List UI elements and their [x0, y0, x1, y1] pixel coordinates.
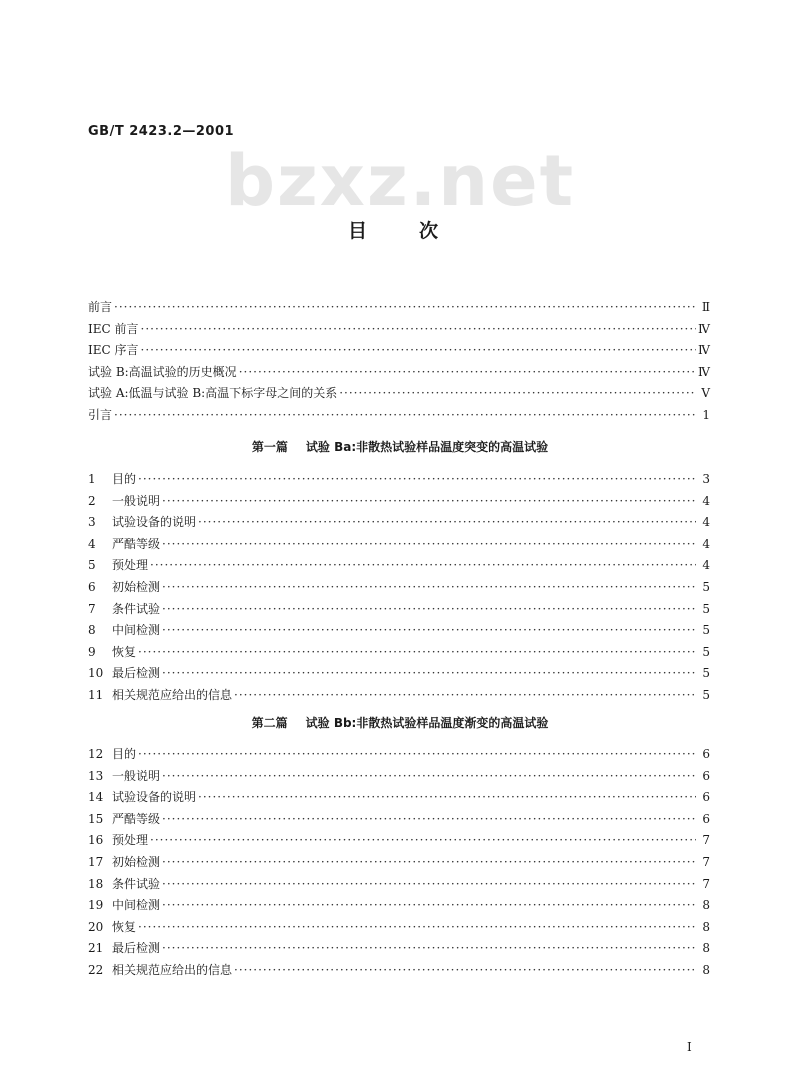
part2-label: 第二篇	[251, 716, 288, 730]
toc-entry[interactable]	[88, 643, 710, 663]
toc-entry[interactable]	[88, 810, 710, 830]
toc-entry-page: Ⅱ	[701, 300, 710, 314]
toc-entry-title: IEC 序言	[88, 343, 139, 357]
toc-entry-title: 前言	[88, 300, 113, 314]
toc-entry-number: 17	[88, 855, 104, 869]
dot-leader	[162, 898, 696, 912]
dot-leader	[150, 558, 696, 572]
toc-entry[interactable]	[88, 492, 710, 512]
toc-entry[interactable]	[88, 535, 710, 555]
toc-entry-page: 5	[702, 644, 710, 659]
toc-entry-number: 19	[88, 898, 104, 913]
toc-entry-number: 6	[88, 580, 96, 594]
toc-entry-title: 严酷等级	[112, 811, 161, 826]
dot-leader	[138, 920, 696, 934]
toc-entry[interactable]	[88, 745, 710, 765]
toc-entry-number: 5	[88, 558, 96, 573]
title-char-1: 目	[348, 220, 368, 242]
toc-entry-page: 4	[702, 536, 710, 551]
toc-entry-page: 3	[702, 472, 710, 486]
toc-entry-number: 7	[88, 601, 96, 616]
toc-entry-page: 6	[702, 811, 710, 826]
toc-entry[interactable]	[88, 384, 710, 404]
toc-entry-page: 7	[702, 876, 710, 891]
part1-title: 试验 Ba:非散热试验样品温度突变的高温试验	[305, 440, 549, 454]
toc-entry[interactable]	[88, 320, 710, 340]
dot-leader	[138, 747, 696, 761]
toc-entry-number: 22	[88, 963, 104, 977]
toc-entry[interactable]	[88, 664, 710, 684]
dot-leader	[234, 963, 696, 977]
toc-entry-title: 条件试验	[112, 876, 161, 891]
toc-entry-number: 12	[88, 747, 104, 761]
toc-entry-title: 恢复	[112, 919, 137, 934]
toc-entry-number: 14	[88, 790, 104, 805]
toc-entry-number: 16	[88, 833, 104, 848]
toc-entry-number: 8	[88, 623, 96, 638]
dot-leader	[150, 833, 696, 847]
dot-leader	[162, 602, 696, 616]
toc-entry-title: 预处理	[112, 833, 149, 848]
toc-entry-title: 目的	[112, 747, 137, 761]
toc-entry-title: 恢复	[112, 644, 137, 659]
dot-leader	[138, 645, 696, 659]
toc-entry-page: Ⅳ	[698, 343, 710, 357]
dot-leader	[162, 812, 696, 826]
dot-leader	[198, 515, 696, 529]
toc-entry-title: 最后检测	[112, 666, 161, 681]
part2-title: 试验 Bb:非散热试验样品温度渐变的高温试验	[305, 716, 549, 730]
toc-entry-number: 13	[88, 768, 104, 783]
toc-entry-page: 8	[702, 919, 710, 934]
standard-code: GB/T 2423.2—2001	[88, 124, 235, 139]
toc-entry[interactable]	[88, 788, 710, 808]
toc-entry-title: 一般说明	[112, 493, 161, 508]
toc-entry-title: IEC 前言	[88, 321, 139, 336]
toc-entry[interactable]	[88, 406, 710, 426]
toc-entry[interactable]	[88, 831, 710, 851]
toc-entry-title: 初始检测	[112, 855, 161, 869]
toc-entry-page: 6	[702, 768, 710, 783]
toc-entry[interactable]	[88, 298, 710, 318]
toc-entry-page: 5	[702, 666, 710, 681]
toc-entry-page: Ⅴ	[701, 386, 710, 400]
toc-entry[interactable]	[88, 853, 710, 873]
toc-entry[interactable]	[88, 556, 710, 576]
dot-leader	[339, 386, 696, 400]
dot-leader	[162, 877, 696, 891]
toc-entry-number: 1	[88, 472, 96, 486]
toc-entry-title: 条件试验	[112, 601, 161, 616]
toc-entry-number: 11	[88, 688, 104, 702]
dot-leader	[138, 472, 696, 486]
part1-heading	[0, 438, 800, 455]
toc-entry-number: 2	[88, 493, 96, 508]
page-number: I	[687, 1040, 692, 1054]
toc-entry-number: 18	[88, 876, 104, 891]
dot-leader	[162, 666, 696, 680]
toc-entry-page: Ⅳ	[698, 321, 710, 336]
toc-entry-page: 5	[702, 688, 710, 702]
toc-entry-title: 相关规范应给出的信息	[112, 688, 233, 702]
dot-leader	[141, 343, 697, 357]
dot-leader	[162, 494, 696, 508]
toc-entry[interactable]	[88, 363, 710, 383]
dot-leader	[141, 322, 697, 336]
toc-entry[interactable]	[88, 341, 710, 361]
toc-entry-page: 4	[702, 558, 710, 573]
dot-leader	[162, 769, 696, 783]
toc-entry-title: 中间检测	[112, 898, 161, 913]
dot-leader	[162, 941, 696, 955]
toc-entry-page: 8	[702, 898, 710, 913]
toc-entry-title: 试验 A:低温与试验 B:高温下标字母之间的关系	[88, 386, 338, 400]
toc-entry-page: 4	[702, 515, 710, 530]
toc-entry-page: 7	[702, 855, 710, 869]
toc-entry-page: 6	[702, 747, 710, 761]
toc-entry-page: Ⅳ	[698, 364, 710, 379]
dot-leader	[234, 688, 696, 702]
toc-entry[interactable]	[88, 513, 710, 533]
toc-entry-number: 20	[88, 919, 104, 934]
toc-entry[interactable]	[88, 578, 710, 598]
toc-entry-title: 一般说明	[112, 768, 161, 783]
toc-entry-page: 5	[702, 601, 710, 616]
toc-entry-number: 10	[88, 666, 104, 681]
part1-label: 第一篇	[251, 440, 288, 454]
toc-entry-page: 5	[702, 580, 710, 594]
toc-entry-title: 初始检测	[112, 580, 161, 594]
toc-entry-page: 4	[702, 493, 710, 508]
toc-entry[interactable]	[88, 621, 710, 641]
toc-entry-title: 严酷等级	[112, 536, 161, 551]
toc-entry-page: 7	[702, 833, 710, 848]
toc-entry-page: 8	[702, 941, 710, 956]
toc-entry-title: 目的	[112, 472, 137, 486]
toc-entry-page: 6	[702, 790, 710, 805]
toc-entry[interactable]	[88, 600, 710, 620]
toc-entry-title: 引言	[88, 407, 113, 422]
toc-entry-title: 相关规范应给出的信息	[112, 963, 233, 977]
dot-leader	[162, 623, 696, 637]
dot-leader	[239, 365, 696, 379]
toc-entry[interactable]	[88, 470, 710, 490]
toc-entry-title: 试验 B:高温试验的历史概况	[88, 364, 237, 379]
toc-entry-page: 8	[702, 963, 710, 977]
dot-leader	[114, 408, 696, 422]
toc-entry-title: 试验设备的说明	[112, 790, 197, 805]
toc-entry-title: 试验设备的说明	[112, 515, 197, 530]
dot-leader	[114, 300, 696, 314]
toc-entry[interactable]	[88, 767, 710, 787]
dot-leader	[162, 855, 696, 869]
toc-entry-number: 4	[88, 536, 96, 551]
toc-entry[interactable]	[88, 875, 710, 895]
dot-leader	[162, 580, 696, 594]
toc-entry-number: 15	[88, 811, 104, 826]
toc-entry[interactable]	[88, 961, 710, 981]
watermark: bzxz.net	[224, 140, 576, 222]
toc-entry[interactable]	[88, 896, 710, 916]
toc-entry-title: 中间检测	[112, 623, 161, 638]
toc-entry[interactable]	[88, 939, 710, 959]
toc-entry-number: 3	[88, 515, 96, 530]
dot-leader	[162, 537, 696, 551]
toc-entry[interactable]	[88, 918, 710, 938]
dot-leader	[198, 790, 696, 804]
part2-heading	[0, 714, 800, 731]
toc-entry-title: 预处理	[112, 558, 149, 573]
toc-entry-page: 5	[702, 623, 710, 638]
page-title	[348, 216, 438, 243]
toc-entry-number: 9	[88, 644, 96, 659]
toc-entry-number: 21	[88, 941, 104, 956]
toc-entry-page: 1	[702, 407, 710, 422]
toc-entry-title: 最后检测	[112, 941, 161, 956]
title-char-2: 次	[419, 220, 439, 242]
toc-entry[interactable]	[88, 686, 710, 706]
